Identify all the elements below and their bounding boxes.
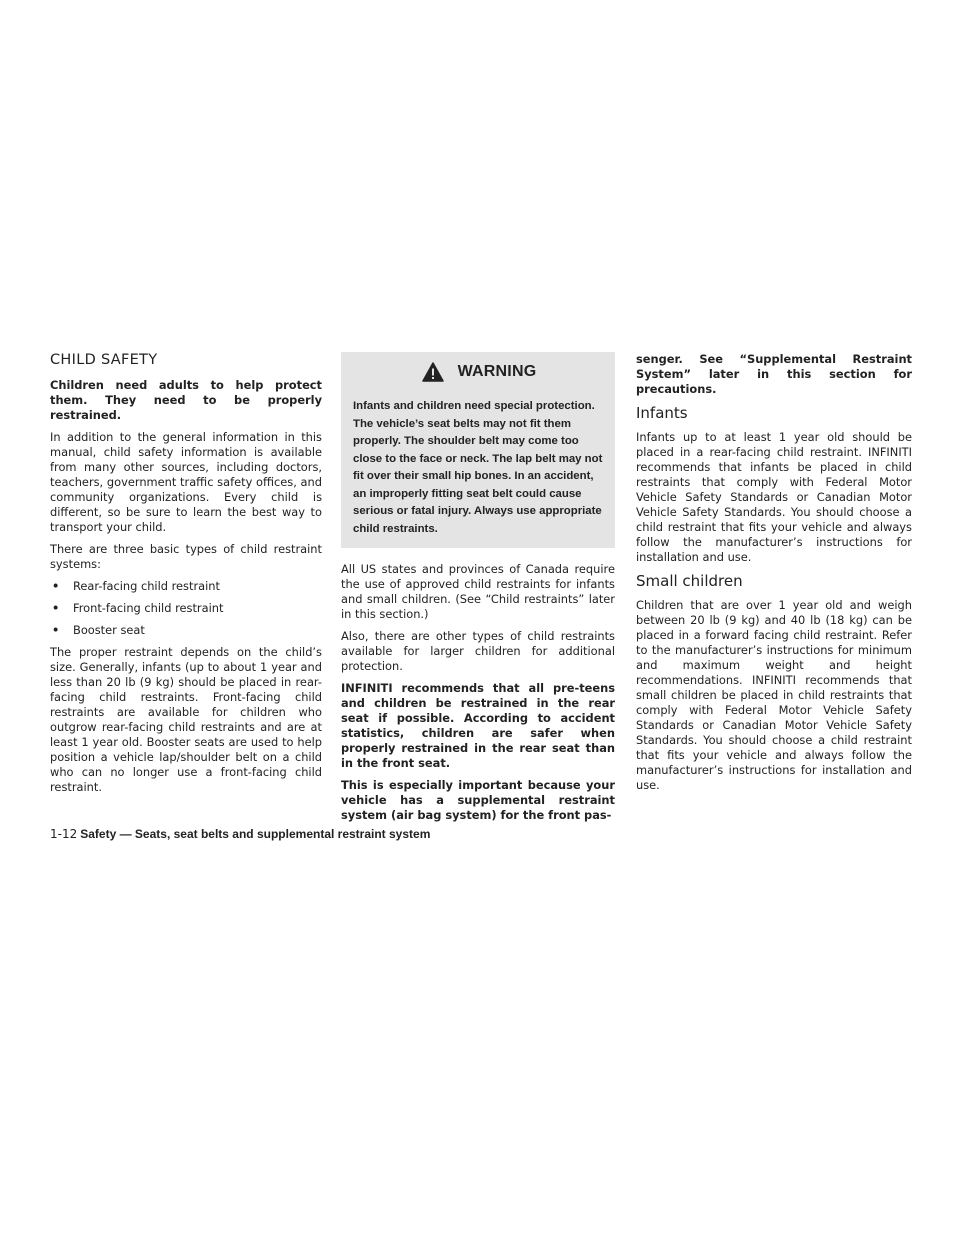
column-right [636, 352, 912, 800]
paragraph-small-children: Children that are over 1 year old and weigh between 20 lb (9 kg) and 40 lb (18 kg) can be placed in a forward facing child restraint. Refer to the manufacturer’s instructions for minimum and maximum weight and height recommendations. INFINITI recommends that small children be placed in child restraints that comply with Federal Motor Vehicle Safety Standards or Canadian Motor Vehicle Safety Standards. You should choose a child restraint that fits your vehicle and always follow the manufacturer’s instructions for installation and use. [636, 598, 912, 792]
column-left [50, 352, 322, 802]
list-item: • Rear-facing child restraint [52, 579, 220, 593]
paragraph-general-info: In addition to the general information in this manual, child safety information is available from many other sources, including doctors, teachers, government traffic safety offices, and community organizations. Every child is different, so be sure to learn the best way to transport your child. [50, 430, 322, 534]
paragraph-infants: Infants up to at least 1 year old should be placed in a rear-facing child restraint. INFINITI recommends that infants be placed in child restraints that comply with Federal Motor Vehicle Safety Standards or Canadian Motor Vehicle Safety Standards. You should choose a child restraint that fits your vehicle and always follow the manufacturer’s instructions for installation and use. [636, 430, 912, 564]
bullet-icon: • [52, 579, 60, 593]
warning-header [353, 362, 605, 382]
list-item: • Front-facing child restraint [52, 601, 224, 615]
paragraph-us-states: All US states and provinces of Canada require the use of approved child restraints for infants and small children. (See “Child restraints” later in this section.) [341, 562, 615, 621]
list-item: • Booster seat [52, 623, 145, 637]
paragraph-air-bag: This is especially important because your vehicle has a supplemental restraint system (air bag system) for the front pas- [341, 778, 615, 822]
footer-section-title: Safety — Seats, seat belts and supplemental restraint system [80, 827, 431, 841]
paragraph-rear-seat: INFINITI recommends that all pre-teens and children be restrained in the rear seat if possible. According to accident statistics, children are safer when properly restrained in the rear seat than in the front seat. [341, 681, 615, 770]
warning-triangle-icon [422, 362, 444, 382]
bullet-icon: • [52, 623, 60, 637]
warning-title: WARNING [457, 363, 537, 380]
paragraph-types-intro: There are three basic types of child restraint systems: [50, 542, 322, 571]
bullet-icon: • [52, 601, 60, 615]
page-number: 1-12 [50, 827, 78, 841]
page-footer [50, 827, 430, 841]
paragraph-other-types: Also, there are other types of child restraints available for larger children for additional protection. [341, 629, 615, 673]
page-title: CHILD SAFETY [50, 352, 158, 368]
paragraph-air-bag-continued: senger. See “Supplemental Restraint System” later in this section for precautions. [636, 352, 912, 396]
restraint-types-list [50, 579, 322, 638]
column-middle [341, 352, 615, 830]
heading-infants: Infants [636, 404, 688, 422]
intro-paragraph: Children need adults to help protect them. They need to be properly restrained. [50, 378, 322, 422]
warning-text: Infants and children need special protection. The vehicle’s seat belts may not fit them properly. The shoulder belt may come too close to the face or neck. The lap belt may not fit over their small hip bones. In an accident, an improperly fitting seat belt could cause serious or fatal injury. Always use appropriate child restraints. [353, 400, 603, 535]
heading-small-children: Small children [636, 572, 743, 590]
warning-box [341, 352, 615, 548]
paragraph-proper-restraint: The proper restraint depends on the child’s size. Generally, infants (up to about 1 year and less than 20 lb (9 kg) should be placed in rear-facing child restraints. Front-facing child restraints are available for children who outgrow rear-facing child restraints and are at least 1 year old. Booster seats are used to help position a vehicle lap/shoulder belt on a child who can no longer use a front-facing child restraint. [50, 645, 322, 794]
